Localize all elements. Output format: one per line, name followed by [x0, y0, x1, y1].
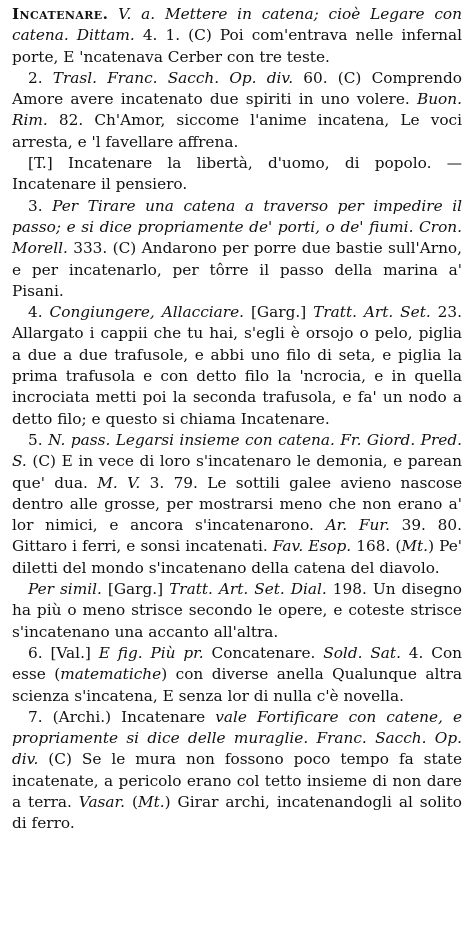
entry-text: 23. Allargato i cappii che tu hai, s'egli è orsojo o pelo, piglia a due a due trafusole, e abbi uno filo di seta, e piglia la prima trafusola e con detto filo la 'ncrocia, e in quella incrociata metti poi la seconda trafusola, e fa' un nodo a detto filo; e questo si chiama Incatenare.	[12, 303, 467, 428]
entry-text: [T.] Incatenare la libertà, d'uomo, di popolo. — Incatenare il pensiero.	[12, 154, 467, 194]
entry-paragraph	[12, 4, 467, 68]
headword: Incatenare.	[12, 5, 109, 23]
entry-text: 6. [Val.]	[28, 643, 99, 662]
entry-text: 4. Con esse (	[12, 643, 467, 684]
entry-text: [Garg.]	[244, 303, 314, 322]
entry-text: (C) E in vece di loro s'incatenaro le demonia, e parean que' dua.	[12, 452, 467, 492]
entry-text: 5.	[28, 430, 49, 449]
entry-italic-text: Tratt. Art. Set.	[313, 303, 431, 322]
entry-text: ) con diverse anella Qualunque altra scienza s'incatena, E senza lor di nulla c'è novella.	[12, 665, 467, 705]
entry-text: (	[125, 792, 138, 811]
entry-italic-text: Trasl. Franc. Sacch. Op. div.	[52, 68, 294, 87]
entry-italic-text: Per simil.	[28, 580, 102, 599]
entry-text: 333. (C) Andarono per porre due bastie sull'Arno, e per incatenarlo, per tôrre il passo della marina a' Pisani.	[12, 239, 467, 300]
entry-italic-text: Tratt. Art. Set. Dial.	[169, 580, 327, 599]
entry-text: 39. 80. Gittaro i ferri, e sonsi incatenati.	[12, 516, 467, 556]
entry-text: 198. Un disegno ha più o meno strisce secondo le opere, e coteste strisce s'incatenano una accanto all'altra.	[12, 580, 467, 641]
entry-italic-text: V. a. Mettere in catena; cioè Legare con catena. Dittam.	[12, 5, 467, 45]
entry-italic-text: vale Fortificare con catene, e propriamente si dice delle muraglie. Franc. Sacch. Op. div.	[12, 707, 467, 769]
entry-text: 2.	[28, 68, 53, 87]
entry-text: 3.	[28, 196, 53, 215]
entry-paragraph	[12, 643, 467, 707]
dictionary-entry-incatenare	[12, 4, 467, 835]
entry-text: 60. (C) Comprendo Amore avere incatenato due spiriti in uno volere.	[12, 68, 467, 109]
entry-italic-text: Per Tirare una catena a traverso per impedire il passo; e si dice propriamente de' porti, o de' fiumi. Cron. Morell.	[12, 196, 467, 258]
entry-paragraph	[12, 707, 467, 835]
entry-paragraph	[12, 153, 467, 196]
entry-text: 82. Ch'Amor, siccome l'anime incatena, Le voci arresta, e 'l favellare affrena.	[12, 111, 467, 151]
entry-text: 168. (	[351, 537, 402, 556]
entry-text: [Garg.]	[101, 580, 170, 599]
entry-text: 4. 1. (C) Poi com'entrava nelle infernal porte, E 'ncatenava Cerber con tre teste.	[12, 26, 467, 66]
entry-italic-text: Buon. Rim.	[12, 90, 467, 130]
entry-text: ) Girar archi, incatenandogli al solito di ferro.	[12, 792, 467, 833]
entry-italic-text: E fig. Più pr.	[98, 643, 204, 662]
entry-text: Concatenare.	[203, 643, 324, 662]
entry-text: (C) Se le mura non fossono poco tempo fa state incatenate, a pericolo erano col tetto insieme di non dare a terra.	[12, 750, 467, 811]
entry-italic-text: Mt.	[401, 537, 429, 556]
entry-paragraph	[12, 579, 467, 643]
entry-italic-text: Congiungere, Allacciare.	[49, 303, 245, 322]
entry-paragraph	[12, 196, 467, 302]
entry-italic-text: N. pass. Legarsi insieme con catena. Fr. Giord. Pred. S.	[12, 430, 467, 471]
entry-italic-text: Vasar.	[78, 792, 126, 811]
entry-text: 4.	[28, 303, 50, 322]
entry-italic-text: Fav. Esop.	[272, 537, 352, 556]
entry-italic-text: M. V.	[97, 473, 141, 492]
entry-italic-text: matematiche	[60, 665, 162, 684]
entry-italic-text: Ar. Fur.	[325, 516, 390, 535]
entry-paragraph	[12, 68, 467, 153]
entry-text: 7. (Archi.) Incatenare	[28, 707, 216, 726]
entry-paragraph	[12, 430, 467, 579]
entry-italic-text: Sold. Sat.	[323, 643, 401, 662]
entry-text: ) Pe' diletti del mondo s'incatenano della catena del diavolo.	[12, 537, 467, 577]
entry-text: 3. 79. Le sottili galee avieno nascose dentro alle grosse, per mostrarsi meno che non erano a' lor nimici, e ancora s'incatenarono.	[12, 473, 467, 535]
entry-paragraph	[12, 302, 467, 430]
entry-italic-text: Mt.	[137, 792, 165, 811]
entry-text	[108, 5, 118, 23]
